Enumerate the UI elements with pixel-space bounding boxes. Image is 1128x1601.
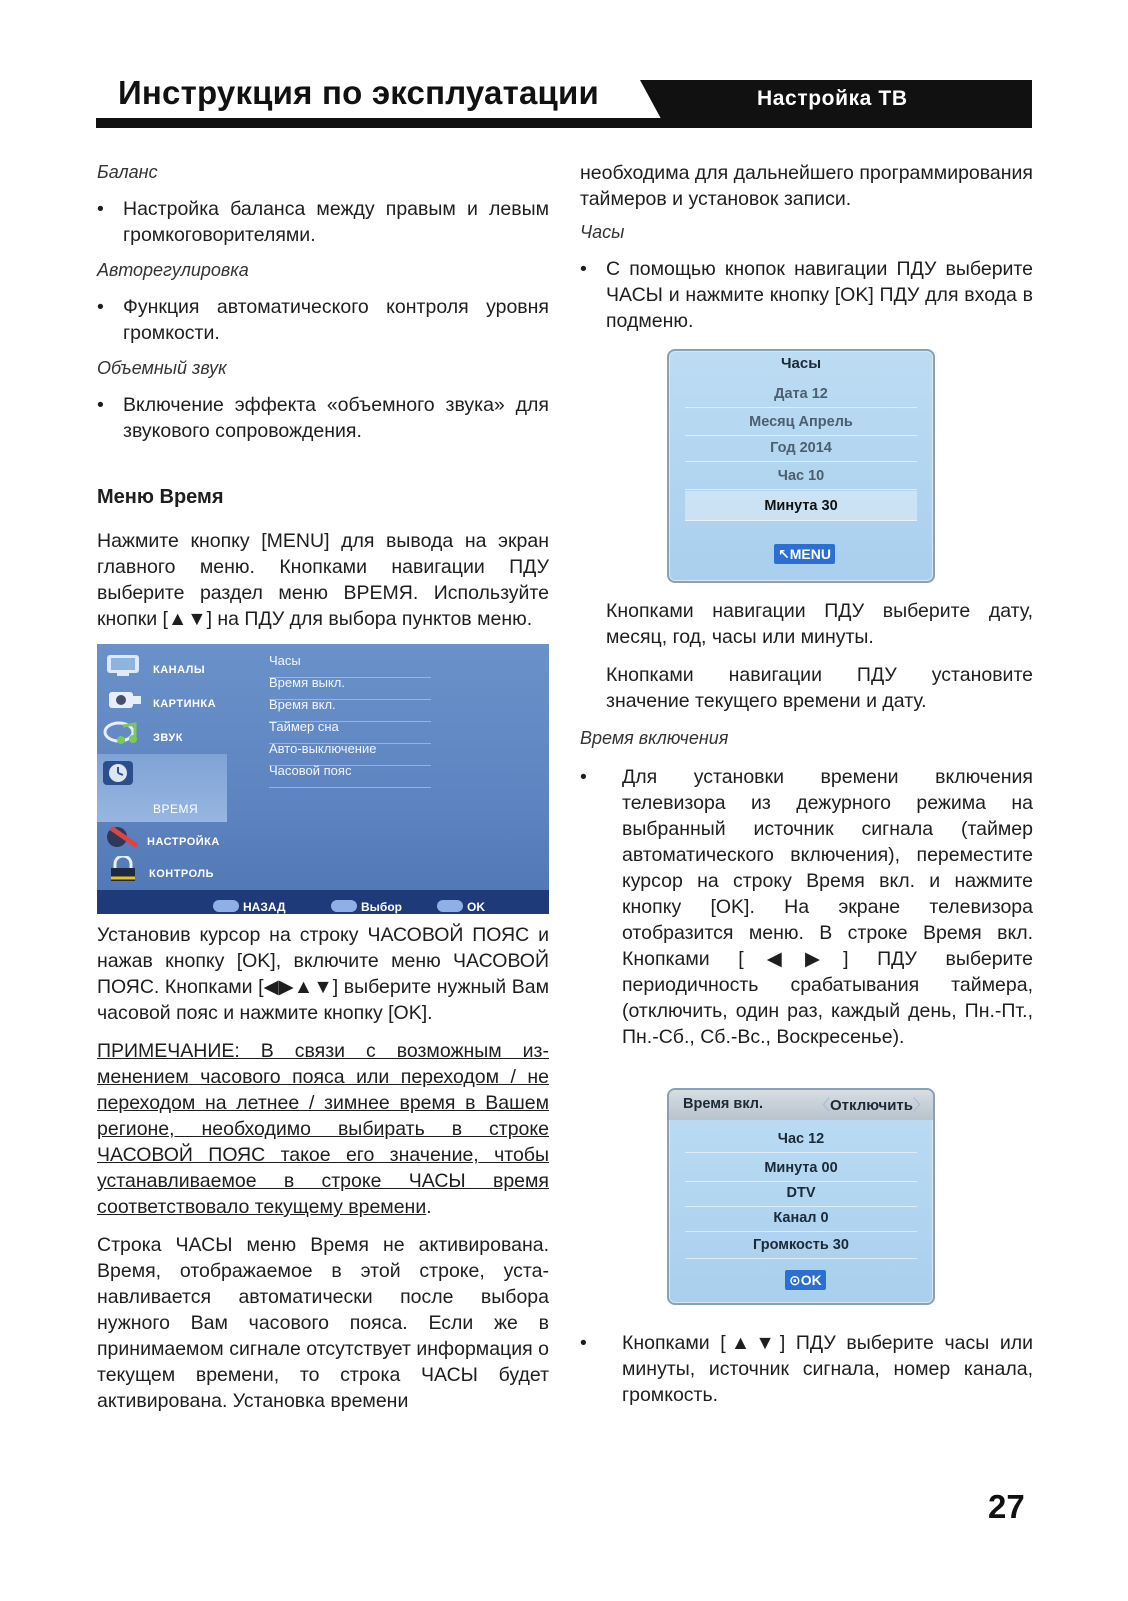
menu-item-channels	[97, 648, 227, 682]
nav-text-2: Кнопками навигации ПДУ установите значение текущего времени и дату.	[606, 664, 1033, 712]
menu-item-time	[97, 754, 227, 822]
clock-row-text: Строка ЧАСЫ меню Время не активирована. Время, отображаемое в этой строке, устанавливается автоматически после выбора нужного Вам часового пояса. Если же в принимаемом сигнале отсутствует информация о текущем времени, то строка ЧАСЫ будет активирована. Установка времени	[97, 1234, 549, 1412]
balance-heading: Баланс	[97, 162, 158, 182]
balance-text: Настройка баланса между правым и левым громкоговорителями.	[123, 198, 549, 246]
clock-dialog-row: Месяц Апрель	[685, 409, 917, 436]
clock-dialog-row: Час 10	[685, 463, 917, 490]
clock-dialog-row: Год 2014	[685, 435, 917, 462]
ok-key-icon	[437, 900, 463, 912]
right-column	[580, 160, 1033, 344]
ontime-value: 〈Отключить〉	[815, 1097, 928, 1114]
submenu-item: Часы	[269, 648, 431, 678]
section-label: Настройка ТВ	[757, 87, 908, 110]
balance-bullet	[97, 196, 549, 248]
ok-circle-icon: ⊙	[789, 1272, 801, 1288]
time-menu-screenshot	[97, 644, 549, 914]
clock-dialog-title: Часы	[780, 355, 822, 372]
ontime-label: Время вкл.	[683, 1096, 764, 1112]
bullet-dot: •	[580, 258, 587, 280]
ontime-heading: Время включения	[580, 728, 729, 748]
menu-item-label: НАСТРОЙКА	[147, 836, 220, 848]
menu-help-bar	[97, 890, 549, 914]
clock-dialog-row: Дата 12	[685, 381, 917, 408]
surround-text: Включение эффекта «объемного звука» для звукового сопровождения.	[123, 394, 549, 442]
submenu-item: Авто-выключение	[269, 736, 431, 766]
note-text: ПРИМЕЧАНИЕ: В связи с возможным изменением часового пояса или переходом / не переходом на летнее / зимнее время в Вашем регионе, необходимо выбирать в строке ЧАСОВОЙ ПОЯС такое его значение, чтобы устанавливаемое в строке ЧАСЫ время соответствовало текущему времени	[97, 1040, 549, 1218]
ontime-dialog-row: Час 12	[685, 1126, 917, 1153]
bullet-dot: •	[580, 1332, 587, 1354]
tv-icon	[103, 652, 143, 678]
left-column	[97, 160, 549, 1426]
ontime-dialog-row: Канал 0	[685, 1205, 917, 1232]
timezone-text: Установив курсор на строку ЧАСОВОЙ ПОЯС и нажав кнопку [OK], включите меню ЧАСОВОЙ ПОЯС. Кнопками [◀▶▲▼] выберите нужный Вам часовой пояс и нажмите кнопку [OK].	[97, 924, 549, 1024]
document-title: Инструкция по эксплуатации	[118, 74, 599, 111]
nav-text-1: Кнопками навигации ПДУ выберите дату, месяц, год, часы или минуты.	[606, 600, 1033, 648]
camera-icon	[103, 686, 143, 712]
ontime-dialog-row: Минута 00	[685, 1155, 917, 1182]
ontime-dialog	[667, 1088, 935, 1305]
menu-item-label: КАРТИНКА	[153, 698, 217, 710]
time-menu-text: Нажмите кнопку [MENU] для вывода на экран главного меню. Кнопками навигации ПДУ выберите раздел меню ВРЕМЯ. Используйте кнопки [▲▼] на ПДУ для выбора пунктов меню.	[97, 530, 549, 630]
time-menu-heading: Меню Время	[97, 486, 224, 508]
chevron-left-icon: 〈	[815, 1097, 831, 1114]
page-number: 27	[988, 1488, 1025, 1525]
submenu-item: Время выкл.	[269, 670, 431, 700]
nav-key-icon	[331, 900, 357, 912]
bullet-dot: •	[97, 296, 104, 318]
menu-item-label: ЗВУК	[153, 732, 183, 744]
clock-dialog-row-selected: Минута 30	[685, 491, 917, 521]
clock-icon	[101, 760, 141, 786]
menu-button: ↖MENU	[774, 544, 835, 564]
ontime-dialog-row: DTV	[685, 1180, 917, 1207]
nav-text-block	[606, 598, 1033, 726]
menu-item-settings	[97, 820, 227, 854]
wrench-icon	[103, 824, 143, 850]
continued-text: необходима для дальнейшего программирования таймеров и установок записи.	[580, 162, 1033, 210]
surround-bullet	[97, 392, 549, 444]
return-arrow-icon: ↖	[778, 546, 790, 562]
menu-item-label: КОНТРОЛЬ	[149, 868, 215, 880]
ontime-text: Для установки времени включения телевизора из дежурного режима на выбранный источник сигнала (таймер автоматического включения), переместите курсор на строку Время вкл. и нажмите кнопку [OK]. На экране телевизора отобразится меню. В строке Время вкл. Кнопками [◀▶] ПДУ выберите периодичность срабатывания таймера, (отключить, один раз, каждый день, Пн.-Пт., Пн.-Сб., Сб.-Вс., Воскресенье).	[622, 766, 1033, 1048]
menu-item-picture	[97, 682, 227, 716]
menu-item-label: КАНАЛЫ	[153, 664, 206, 676]
final-block	[580, 1330, 1033, 1418]
note-end: .	[426, 1196, 432, 1218]
submenu-item: Таймер сна	[269, 714, 431, 744]
menu-item-sound	[97, 716, 227, 750]
submenu-item: Время вкл.	[269, 692, 431, 722]
surround-heading: Объемный звук	[97, 358, 227, 378]
clock-dialog	[667, 349, 935, 583]
clock-bullet	[580, 256, 1033, 334]
chevron-right-icon: 〉	[912, 1097, 928, 1114]
menu-item-label: ВРЕМЯ	[153, 802, 199, 816]
auto-bullet	[97, 294, 549, 346]
ok-hint: OK	[437, 894, 485, 914]
lock-icon	[103, 856, 143, 882]
auto-heading: Авторегулировка	[97, 260, 249, 280]
ontime-block	[580, 726, 1033, 1060]
bullet-dot: •	[97, 394, 104, 416]
submenu-item: Часовой пояс	[269, 758, 431, 788]
menu-item-control	[97, 852, 227, 886]
ontime-dialog-row: Громкость 30	[685, 1232, 917, 1259]
clock-heading: Часы	[580, 222, 625, 242]
bullet-dot: •	[97, 198, 104, 220]
bullet-dot: •	[580, 766, 587, 788]
clock-text: С помощью кнопок навигации ПДУ выберите ЧАСЫ и нажмите кнопку [OK] ПДУ для входа в подменю.	[606, 258, 1033, 332]
music-icon	[103, 720, 143, 746]
back-hint: НАЗАД	[213, 894, 286, 914]
header-rule	[96, 118, 1032, 128]
select-hint: Выбор	[331, 894, 402, 914]
final-text: Кнопками [▲▼] ПДУ выберите часы или минуты, источник сигнала, номер канала, громкость.	[622, 1332, 1033, 1406]
ontime-bullet	[580, 764, 1033, 1050]
menu-key-icon	[213, 900, 239, 912]
auto-text: Функция автоматического контроля уровня громкости.	[123, 296, 549, 344]
ok-button: ⊙OK	[785, 1270, 826, 1290]
note-paragraph	[97, 1038, 549, 1220]
final-bullet	[580, 1330, 1033, 1408]
